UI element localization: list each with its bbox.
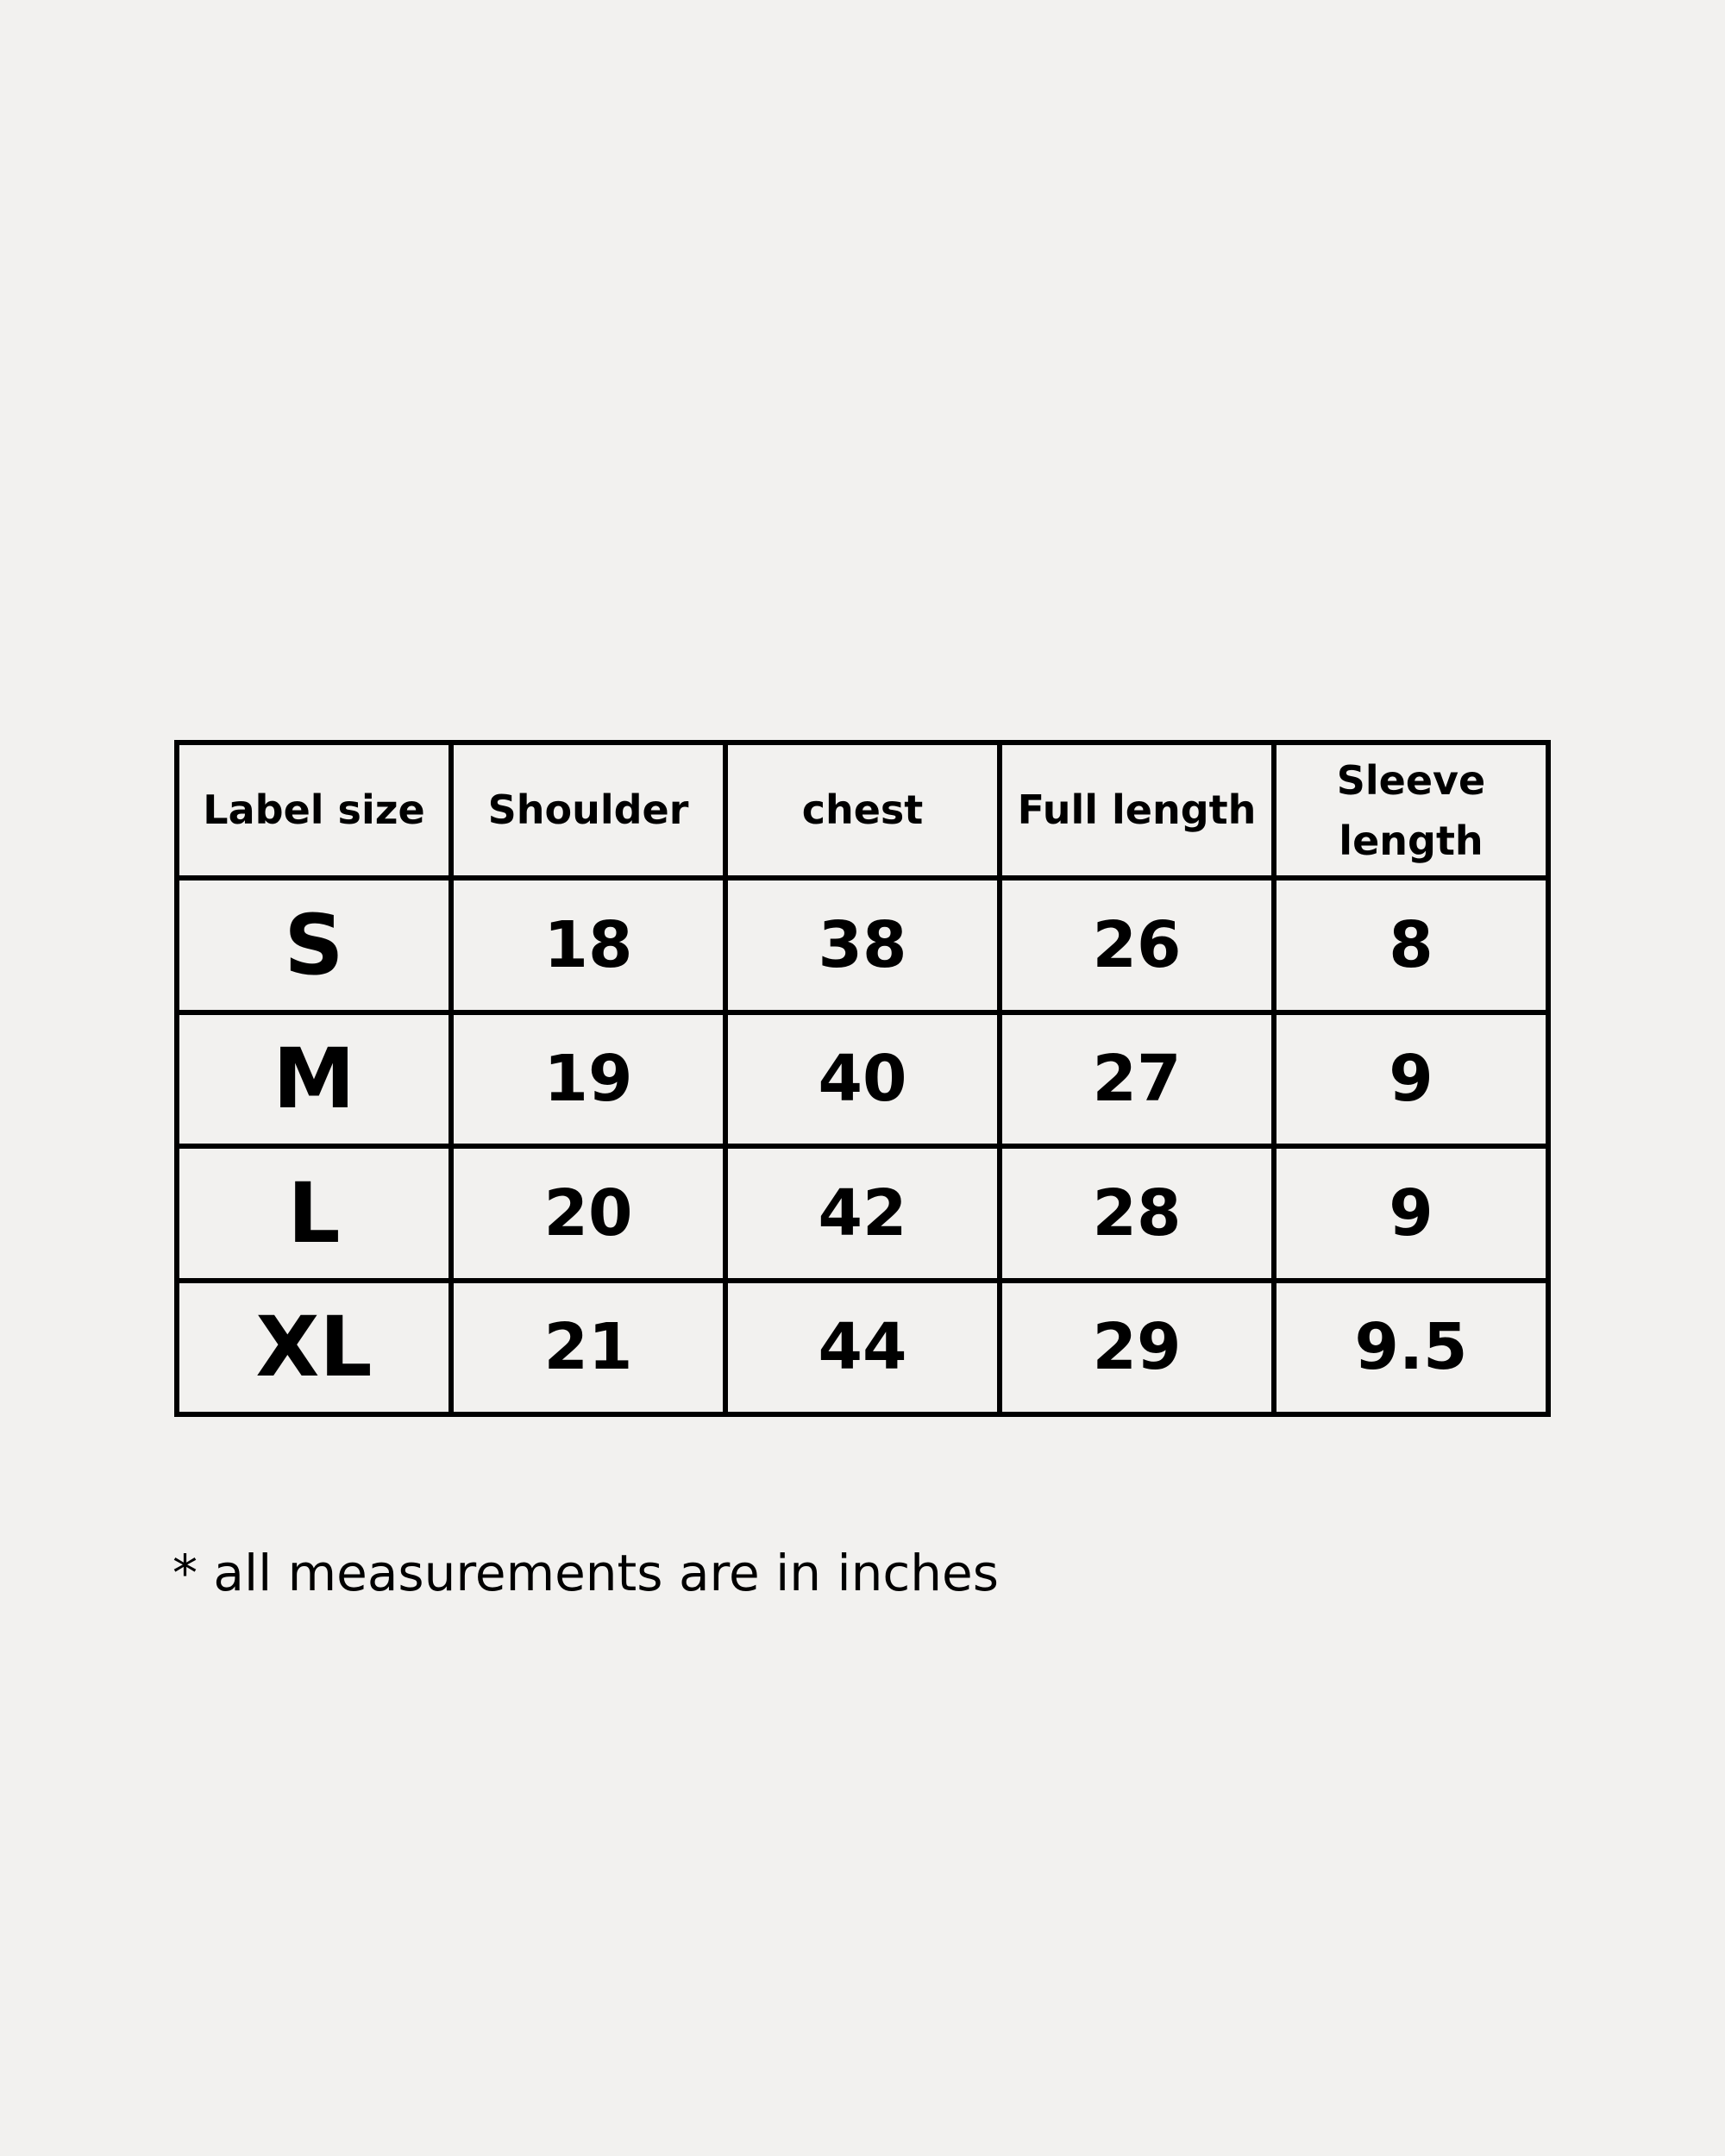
full-length-cell: 27 [1000, 1012, 1274, 1147]
table-row [177, 1146, 1548, 1281]
chest-cell: 38 [725, 878, 1000, 1012]
size-label-cell: S [177, 878, 451, 1012]
sleeve-length-cell: 8 [1274, 878, 1548, 1012]
table-row [177, 1281, 1548, 1415]
table-row [177, 1012, 1548, 1147]
header-row [177, 743, 1548, 878]
sleeve-length-cell: 9.5 [1274, 1281, 1548, 1415]
measurement-units-footnote: * all measurements are in inches [172, 1544, 999, 1602]
chest-cell: 44 [725, 1281, 1000, 1415]
shoulder-cell: 20 [451, 1146, 725, 1281]
chest-cell: 42 [725, 1146, 1000, 1281]
size-chart-table [174, 740, 1551, 1417]
header-sleeve-length: Sleeve length [1274, 743, 1548, 878]
shoulder-cell: 19 [451, 1012, 725, 1147]
header-chest: chest [725, 743, 1000, 878]
full-length-cell: 29 [1000, 1281, 1274, 1415]
shoulder-cell: 18 [451, 878, 725, 1012]
table-row [177, 878, 1548, 1012]
chest-cell: 40 [725, 1012, 1000, 1147]
full-length-cell: 28 [1000, 1146, 1274, 1281]
header-shoulder: Shoulder [451, 743, 725, 878]
size-label-cell: M [177, 1012, 451, 1147]
sleeve-length-cell: 9 [1274, 1146, 1548, 1281]
size-label-cell: L [177, 1146, 451, 1281]
sleeve-length-cell: 9 [1274, 1012, 1548, 1147]
size-label-cell: XL [177, 1281, 451, 1415]
shoulder-cell: 21 [451, 1281, 725, 1415]
header-label-size: Label size [177, 743, 451, 878]
full-length-cell: 26 [1000, 878, 1274, 1012]
header-full-length: Full length [1000, 743, 1274, 878]
